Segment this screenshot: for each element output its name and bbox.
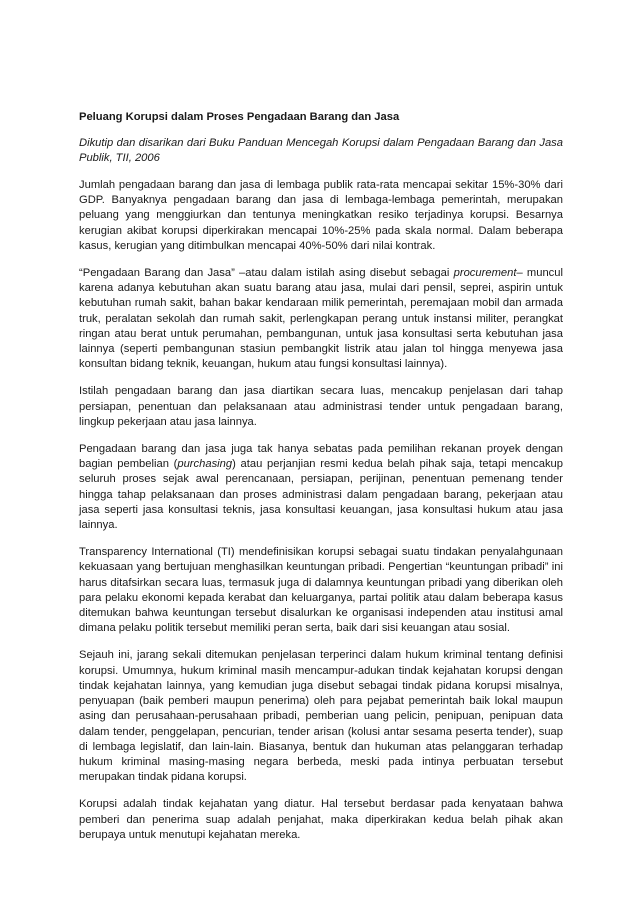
paragraph-6: Sejauh ini, jarang sekali ditemukan penjelasan terperinci dalam hukum kriminal tentang definisi korupsi. Umumnya, hukum kriminal masih mencampur-adukan tindak kejahatan korupsi dengan tindak kejahatan lainnya, yang kemudian juga disebut sebagai tindak pidana korupsi misalnya, penyuapan (baik pemberi maupun penerima) oleh para pejabat pemerintah baik lokal maupun asing dan perusahaan-perusahaan pribadi, pemberian uang pelicin, penipuan, penipuan data dalam tender, penggelapan, pencurian, tender arisan (kolusi antar sesama peserta tender), suap di lembaga legislatif, dan lain-lain. Biasanya, bentuk dan hukuman atas pelanggaran terhadap hukum kriminal masing-masing negara berbeda, meski pada intinya perbuatan tersebut merupakan tindak pidana korupsi. <box>79 649 563 784</box>
paragraph-4-text-b: ) atau perjanjian resmi kedua belah pihak saja, tetapi mencakup seluruh proses sejak awal perencanaan, persiapan, perijinan, penentuan pemenang tender hingga tahap pelaksanaan dan proses administrasi dalam pengadaan barang, pekerjaan atau jasa seperti jasa konsultasi teknis, jasa konsultasi keuangan, jasa konsultasi hukum atau jasa lainnya. <box>79 458 563 532</box>
document-page <box>79 110 563 855</box>
paragraph-2-text-b: – muncul karena adanya kebutuhan akan suatu barang atau jasa, mulai dari pensil, seprei, aspirin untuk kebutuhan rumah sakit, bahan bakar kendaraan milik pemerintah, peremajaan mobil dan armada truk, peralatan sekolah dan rumah sakit, perlengkapan perang untuk instansi militer, perangkat ringan atau berat untuk perumahan, pembangunan, untuk jasa konsultasi serta kebutuhan jasa lainnya (seperti pembangunan stasiun pembangkit listrik atau jalan tol hingga menyewa jasa konsultan bidang teknik, keuangan, hukum atau fungsi konsultasi lainnya). <box>79 267 563 371</box>
paragraph-7: Korupsi adalah tindak kejahatan yang diatur. Hal tersebut berdasar pada kenyataan bahwa pemberi dan penerima suap adalah penjahat, maka diperkirakan kedua belah pihak akan berupaya untuk menutupi kejahatan mereka. <box>79 798 563 841</box>
paragraph-2-text-a: “Pengadaan Barang dan Jasa” –atau dalam istilah asing disebut sebagai <box>79 267 454 280</box>
document-subtitle: Dikutip dan disarikan dari Buku Panduan Mencegah Korupsi dalam Pengadaan Barang dan Jasa Publik, TII, 2006 <box>79 137 563 164</box>
paragraph-3: Istilah pengadaan barang dan jasa diartikan secara luas, mencakup penjelasan dari tahap persiapan, penentuan dan pelaksanaan atau administrasi tender untuk pengadaan barang, lingkup pekerjaan atau jasa lainnya. <box>79 385 563 428</box>
paragraph-2-emphasis: procurement <box>453 267 517 280</box>
paragraph-4-emphasis: purchasing <box>177 458 233 471</box>
paragraph-5: Transparency International (TI) mendefinisikan korupsi sebagai suatu tindakan penyalahgunaan kekuasaan yang bertujuan menghasilkan keuntungan pribadi. Pengertian “keuntungan pribadi” ini harus ditafsirkan secara luas, termasuk juga di dalamnya keuntungan pribadi yang diberikan oleh para pelaku ekonomi kepada kerabat dan keluarganya, partai politik atau dalam beberapa kasus ditemukan bahwa keuntungan tersebut disalurkan ke organisasi independen atau institusi amal dimana pelaku politik tersebut memiliki peran serta, baik dari sisi keuangan atau sosial. <box>79 546 563 635</box>
paragraph-1: Jumlah pengadaan barang dan jasa di lembaga publik rata-rata mencapai sekitar 15%-30% dari GDP. Banyaknya pengadaan barang dan jasa di lembaga-lembaga pemerintah, merupakan peluang yang menggiurkan dan tentunya meningkatkan resiko terjadinya korupsi. Besarnya kerugian akibat korupsi diperkirakan mencapai 10%-25% pada skala normal. Dalam beberapa kasus, kerugian yang ditimbulkan mencapai 40%-50% dari nilai kontrak. <box>79 179 563 252</box>
paragraph-2 <box>79 266 563 372</box>
paragraph-4-text-a: Pengadaan barang dan jasa juga tak hanya sebatas pada pemilihan rekanan proyek dengan bagian pembelian ( <box>79 443 563 471</box>
paragraph-4 <box>79 442 563 533</box>
document-title: Peluang Korupsi dalam Proses Pengadaan Barang dan Jasa <box>79 111 400 123</box>
